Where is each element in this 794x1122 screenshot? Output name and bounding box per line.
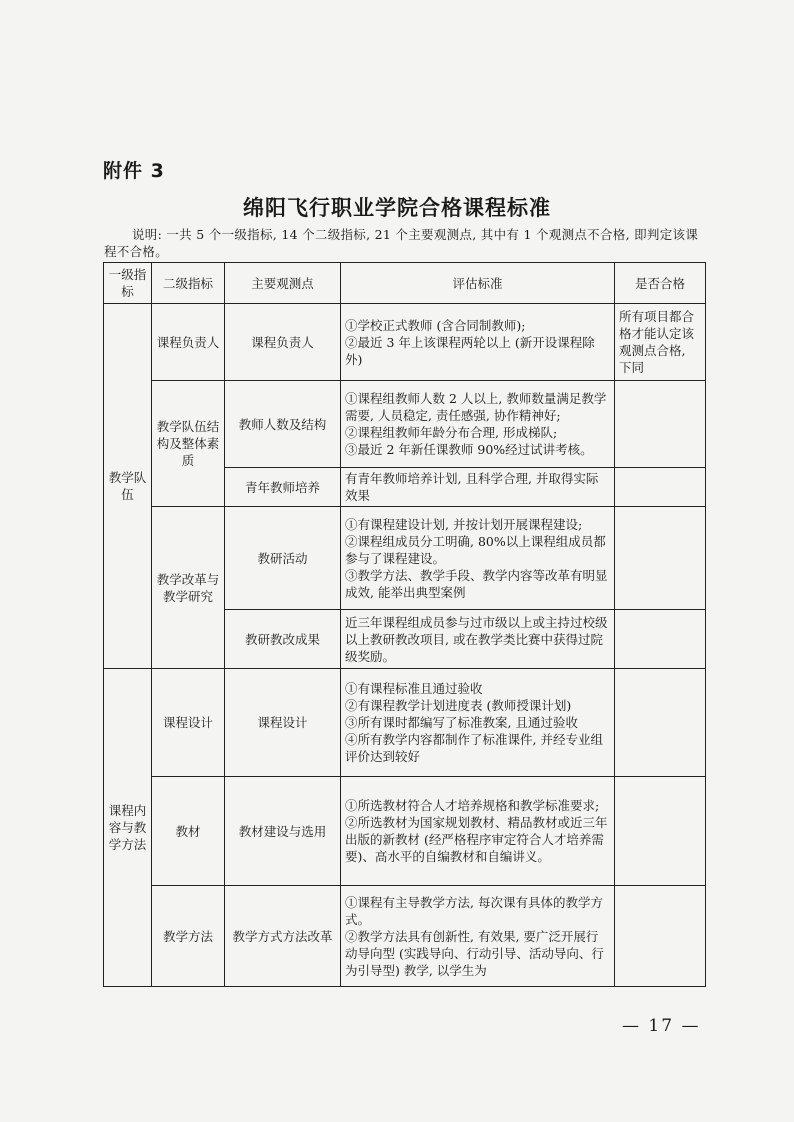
pass-cell: 所有项目都合格才能认定该观测点合格, 下同 <box>615 304 706 381</box>
table-row <box>104 507 706 610</box>
observation-cell: 教研教改成果 <box>225 610 341 669</box>
level2-cell: 教学队伍结构及整体素质 <box>152 381 225 507</box>
criteria-cell: ①有课程建设计划, 并按计划开展课程建设; ②课程组成员分工明确, 80%以上课程组成员都参与了课程建设。 ③教学方法、教学手段、教学内容等改革有明显成效, 能举出典型案例 <box>341 507 615 610</box>
table-row <box>104 669 706 777</box>
header-level1: 一级指标 <box>104 263 152 304</box>
group-team: 教学队伍 <box>104 304 152 669</box>
course-standard-table <box>103 262 706 987</box>
attachment-label: 附件 3 <box>103 160 165 182</box>
page-number: — 17 — <box>622 1016 701 1036</box>
table-row <box>104 381 706 468</box>
pass-cell <box>615 468 706 507</box>
document-title: 绵阳飞行职业学院合格课程标准 <box>243 196 551 220</box>
table-row <box>104 304 706 381</box>
observation-cell: 教师人数及结构 <box>225 381 341 468</box>
pass-cell <box>615 381 706 468</box>
criteria-cell: 近三年课程组成员参与过市级以上或主持过校级以上教研教改项目, 或在教学类比赛中获得过院级奖励。 <box>341 610 615 669</box>
pass-cell <box>615 886 706 987</box>
observation-cell: 课程设计 <box>225 669 341 777</box>
header-observation: 主要观测点 <box>225 263 341 304</box>
observation-cell: 教学方式方法改革 <box>225 886 341 987</box>
level2-cell: 教材 <box>152 777 225 886</box>
pass-cell <box>615 777 706 886</box>
pass-cell <box>615 507 706 610</box>
observation-cell: 青年教师培养 <box>225 468 341 507</box>
group-content: 课程内容与教学方法 <box>104 669 152 987</box>
header-pass: 是否合格 <box>615 263 706 304</box>
pass-cell <box>615 669 706 777</box>
level2-cell: 教学改革与教学研究 <box>152 507 225 669</box>
table-row <box>104 886 706 987</box>
level2-cell: 教学方法 <box>152 886 225 987</box>
level2-cell: 课程设计 <box>152 669 225 777</box>
level2-cell: 课程负责人 <box>152 304 225 381</box>
header-criteria: 评估标准 <box>341 263 615 304</box>
criteria-cell: ①所选教材符合人才培养规格和教学标准要求; ②所选教材为国家规划教材、精品教材或近三年出版的新教材 (经严格程序审定符合人才培养需要)、高水平的自编教材和自编讲义。 <box>341 777 615 886</box>
explanation-note: 说明: 一共 5 个一级指标, 14 个二级指标, 21 个主要观测点, 其中有 1 个观测点不合格, 即判定该课程不合格。 <box>104 227 699 259</box>
criteria-cell: ①课程组教师人数 2 人以上, 教师数量满足教学需要, 人员稳定, 责任感强, 协作精神好; ②课程组教师年龄分布合理, 形成梯队; ③最近 2 年新任课教师 90%经过试讲考核。 <box>341 381 615 468</box>
criteria-cell: ①有课程标准且通过验收 ②有课程教学计划进度表 (教师授课计划) ③所有课时都编写了标准教案, 且通过验收 ④所有教学内容都制作了标准课件, 并经专业组评价达到较好 <box>341 669 615 777</box>
criteria-cell: 有青年教师培养计划, 且科学合理, 并取得实际效果 <box>341 468 615 507</box>
table-row <box>104 777 706 886</box>
criteria-cell: ①学校正式教师 (含合同制教师); ②最近 3 年上该课程两轮以上 (新开设课程除外) <box>341 304 615 381</box>
observation-cell: 教材建设与选用 <box>225 777 341 886</box>
pass-cell <box>615 610 706 669</box>
criteria-cell: ①课程有主导教学方法, 每次课有具体的教学方式。 ②教学方法具有创新性, 有效果, 要广泛开展行动导向型 (实践导向、行动引导、活动导向、行为引导型) 教学, 以学生为 <box>341 886 615 987</box>
observation-cell: 课程负责人 <box>225 304 341 381</box>
table-header-row <box>104 263 706 304</box>
observation-cell: 教研活动 <box>225 507 341 610</box>
header-level2: 二级指标 <box>152 263 225 304</box>
